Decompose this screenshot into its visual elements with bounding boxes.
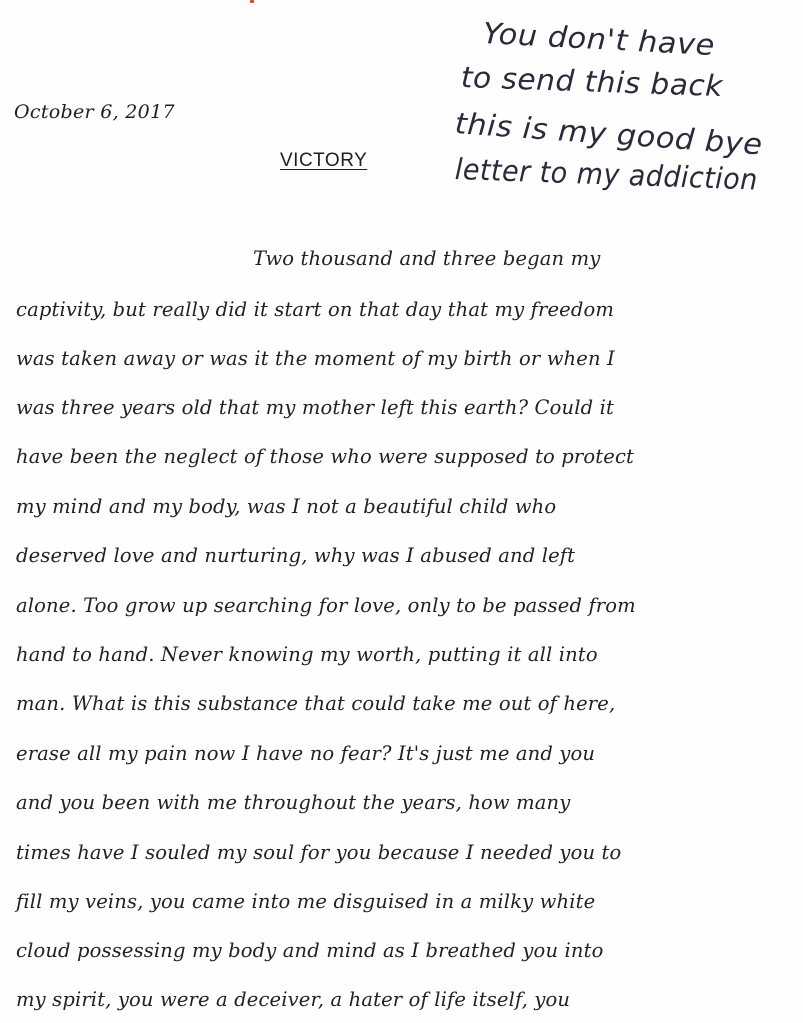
- body-line: alone. Too grow up searching for love, only to be passed from: [16, 594, 636, 617]
- body-line: my spirit, you were a deceiver, a hater of life itself, you: [16, 988, 571, 1011]
- note-line: letter to my addiction: [454, 152, 759, 197]
- body-line: my mind and my body, was I not a beautiful child who: [16, 495, 557, 518]
- note-line: You don't have: [482, 16, 716, 63]
- note-line: this is my good bye: [453, 106, 764, 162]
- ink-mark: [250, 0, 254, 3]
- body-line: and you been with me throughout the years, how many: [16, 791, 571, 814]
- note-line: to send this back: [460, 60, 724, 104]
- body-line: was three years old that my mother left this earth? Could it: [16, 396, 614, 419]
- body-line: Two thousand and three began my: [253, 247, 601, 270]
- body-line: hand to hand. Never knowing my worth, putting it all into: [16, 643, 598, 666]
- body-line: times have I souled my soul for you because I needed you to: [16, 841, 622, 864]
- body-line: captivity, but really did it start on that day that my freedom: [16, 298, 615, 321]
- body-line: erase all my pain now I have no fear? It's just me and you: [16, 742, 596, 765]
- handwritten-note: [445, 14, 803, 214]
- body-line: was taken away or was it the moment of my birth or when I: [16, 347, 615, 370]
- body-line: have been the neglect of those who were supposed to protect: [16, 445, 635, 468]
- letter-date: October 6, 2017: [14, 101, 175, 123]
- body-line: deserved love and nurturing, why was I abused and left: [16, 544, 576, 567]
- body-line: cloud possessing my body and mind as I breathed you into: [16, 939, 604, 962]
- body-line: man. What is this substance that could take me out of here,: [16, 692, 616, 715]
- letter-title: VICTORY: [280, 150, 368, 171]
- body-line: fill my veins, you came into me disguised in a milky white: [16, 890, 596, 913]
